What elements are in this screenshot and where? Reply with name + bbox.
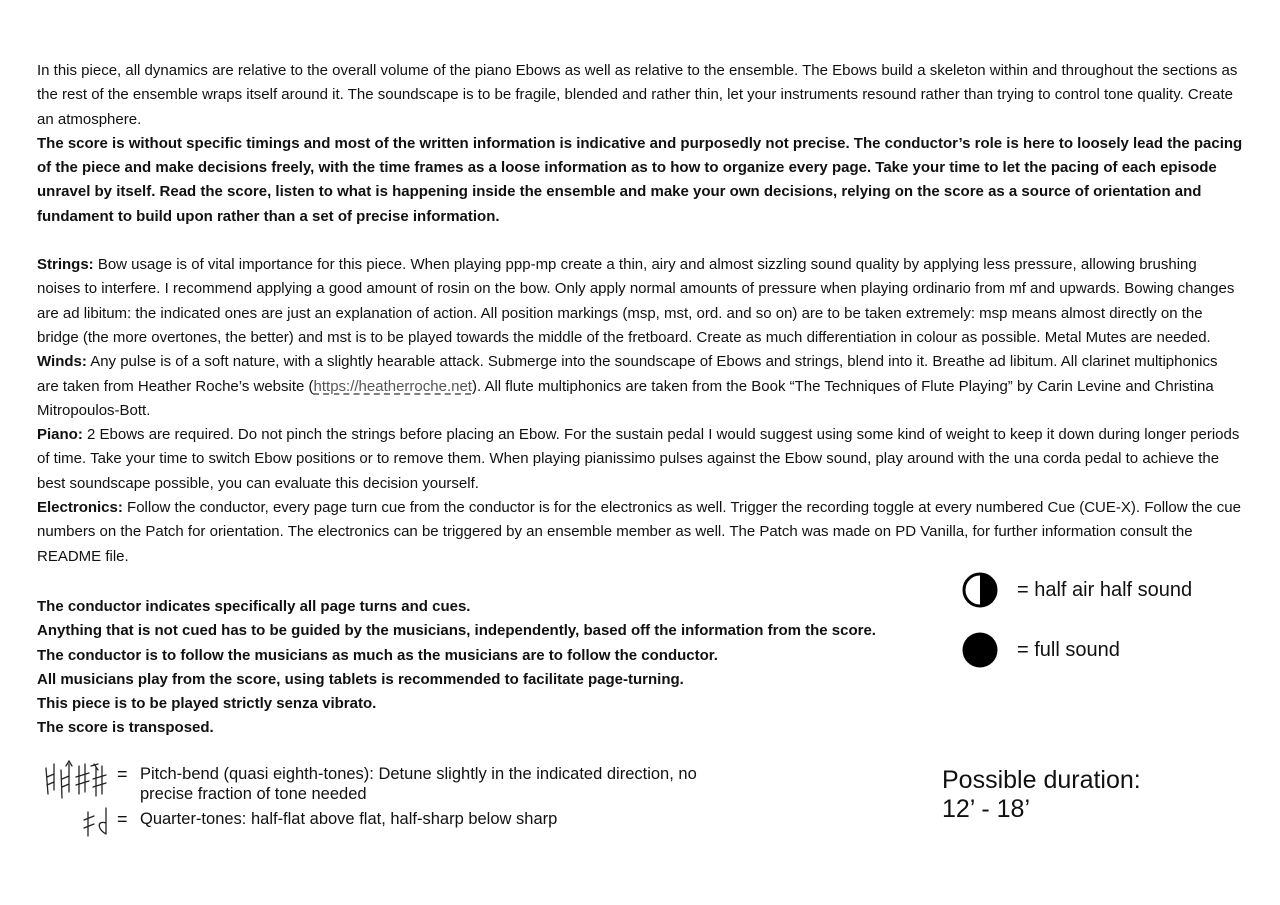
half-filled-circle-icon	[962, 572, 998, 608]
winds-label: Winds:	[37, 353, 87, 371]
final-note: The conductor indicates specifically all page turns and cues.	[37, 598, 471, 615]
quarter-tone-accidentals-icon	[82, 806, 114, 838]
electronics-label: Electronics:	[37, 499, 123, 517]
intro-paragraph: In this piece, all dynamics are relative to the overall volume of the piano Ebows as well as relative to the ensemble. The Ebows build a skeleton within and throughout the sections as the rest of the ensemble wraps itself around it. The soundscape is to be fragile, blended and rather thin, let your instruments resound rather than trying to control tone quality. Create an atmosphere.	[37, 62, 1238, 128]
winds-text-a: Any pulse is of a soft nature, with a slightly hearable attack. Submerge into the soundscape of Ebows and strings, blend into it. Breathe ad libitum. All clarinet multiphonics are taken from Heather Roche’s website (	[37, 353, 1218, 395]
legend-full-label: = full sound	[1017, 638, 1120, 661]
pitch-bend-accidentals-icon	[42, 760, 117, 802]
piano-section	[37, 423, 1243, 496]
final-note: The conductor is to follow the musicians as much as the musicians are to follow the conductor.	[37, 646, 718, 664]
legend-half-label: = half air half sound	[1017, 578, 1193, 601]
final-note: Anything that is not cued has to be guided by the musicians, independently, based off the information from the score.	[37, 622, 876, 640]
filled-circle-icon	[962, 632, 998, 668]
winds-text-b: ). All flute multiphonics are taken from the Book “The Techniques of Flute Playing” by Carin Levine and Christina Mitropoulos-Bott.	[37, 377, 1214, 419]
final-note: This piece is to be played strictly senza vibrato.	[37, 695, 377, 713]
duration-value: 12’ - 18’	[942, 795, 1031, 823]
final-note: The score is transposed.	[37, 719, 214, 737]
piano-label: Piano:	[37, 426, 83, 444]
strings-section	[37, 253, 1243, 350]
winds-section	[37, 350, 1243, 423]
duration-label: Possible duration:	[942, 766, 1141, 794]
equals-sign: =	[117, 764, 128, 784]
equals-sign: =	[117, 809, 128, 829]
conductor-paragraph: The score is without specific timings and most of the written information is indicative and purposedly not precise. The conductor’s role is here to loosely lead the pacing of the piece and make decisions freely, with the time frames as a loose information as to how to organize every page. Take your time to let the pacing of each episode unravel by itself. Read the score, listen to what is happening inside the ensemble and make your own decisions, relying on the score as a source of orientation and fundament to build upon rather than a set of precise information.	[37, 134, 1243, 225]
electronics-text: Follow the conductor, every page turn cue from the conductor is for the electronics as well. Trigger the recording toggle at every numbered Cue (CUE-X). Follow the cue numbers on the Patch for orientation. The electronics can be triggered by an ensemble member as well. The Patch was made on PD Vanilla, for further information consult the README file.	[37, 499, 1241, 565]
quarter-tone-text: Quarter-tones: half-flat above flat, half-sharp below sharp	[140, 810, 558, 828]
possible-duration	[942, 766, 1141, 824]
heather-roche-link[interactable]: https://heatherroche.net	[313, 377, 472, 395]
legend-full-sound	[962, 632, 1120, 668]
performance-notes	[37, 59, 1243, 569]
strings-text: Bow usage is of vital importance for this piece. When playing ppp-mp create a thin, airy and almost sizzling sound quality by applying less pressure, allowing brushing noises to interfere. I recommend applying a good amount of rosin on the bow. Only apply normal amounts of pressure when playing ordinario from mf and upwards. Bowing changes are ad libitum: the indicated ones are just an explanation of action. All position markings (msp, mst, ord. and so on) are to be taken extremely: msp means almost directly on the bridge (the more overtones, the better) and mst is to be played towards the middle of the fretboard. Create as much differentiation in colour as possible. Metal Mutes are needed.	[37, 256, 1235, 346]
piano-text: 2 Ebows are required. Do not pinch the strings before placing an Ebow. For the sustain pedal I would suggest using some kind of weight to keep it down during longer periods of time. Take your time to switch Ebow positions or to remove them. When playing pianissimo pulses against the Ebow sound, play around with the una corda pedal to achieve the best soundscape possible, you can evaluate this decision yourself.	[37, 426, 1240, 492]
pitch-bend-text: Pitch-bend (quasi eighth-tones): Detune slightly in the indicated direction, no precise fraction of tone needed	[140, 765, 697, 803]
final-notes	[37, 595, 917, 741]
strings-label: Strings:	[37, 256, 94, 274]
electronics-section	[37, 496, 1243, 569]
legend-half-air	[962, 572, 1192, 608]
final-note: All musicians play from the score, using tablets is recommended to facilitate page-turning.	[37, 670, 684, 688]
